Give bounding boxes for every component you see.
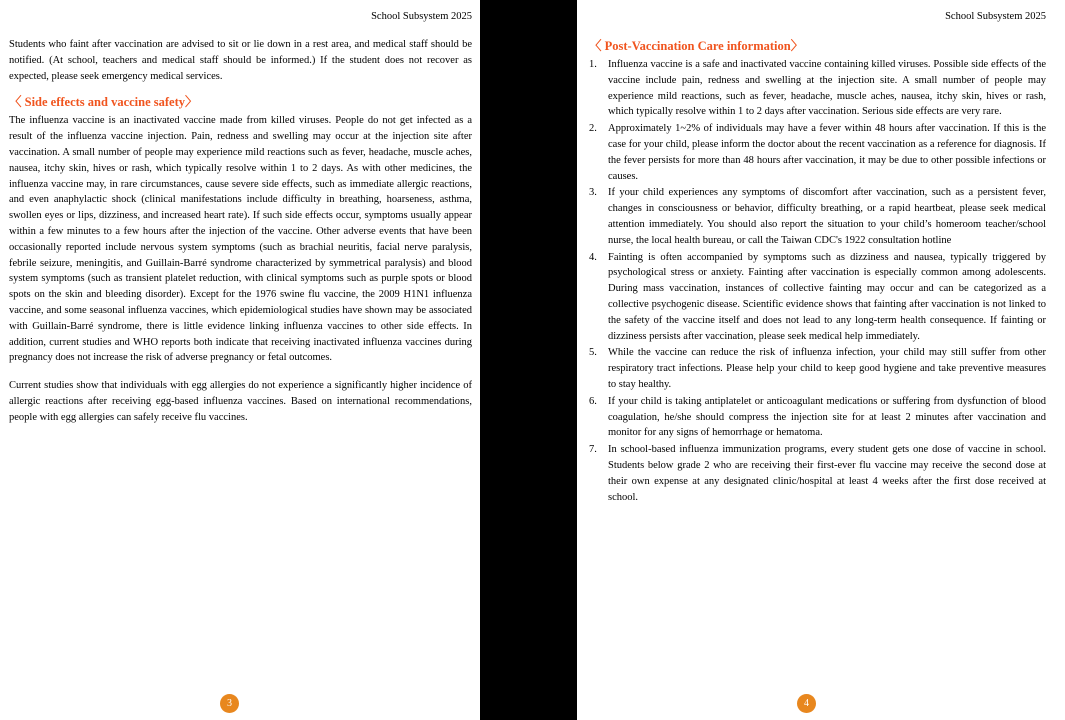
list-item-5	[589, 345, 1046, 392]
list-item-3	[589, 185, 1046, 248]
list-item-number: 7.	[589, 444, 597, 456]
egg-allergy-paragraph: Current studies show that individuals with egg allergies do not experience a significantly higher incidence of allergic reactions after receiving egg-based influenza vaccines. Based on international recommendations, people with egg allergies can safely receive flu vaccines.	[9, 380, 472, 423]
list-item-2	[589, 121, 1046, 184]
list-item-number: 4.	[589, 251, 597, 263]
page-header-right: School Subsystem 2025	[945, 11, 1046, 22]
post-vaccination-care-list	[589, 57, 1046, 505]
list-item-6	[589, 394, 1046, 441]
list-item-number: 3.	[589, 187, 597, 199]
fainting-advice-paragraph: Students who faint after vaccination are advised to sit or lie down in a rest area, and medical staff should be notified. (At school, teachers and medical staff should be informed.) If the student does not recover as expected, please seek emergency medical services.	[9, 39, 472, 82]
page-number-badge-4: 4	[797, 694, 816, 713]
list-item-text: If your child experiences any symptoms of discomfort after vaccination, such as a persistent fever, changes in consciousness or behavior, difficulty breathing, or a rapid heartbeat, please seek medical attention immediately. You should also report the situation to your child’s homeroom teacher/school nurse, the local health bureau, or call the Taiwan CDC's 1922 consultation hotline	[608, 187, 1046, 246]
list-item-1	[589, 57, 1046, 120]
list-item-text: If your child is taking antiplatelet or anticoagulant medications or suffering from dysfunction of blood coagulation, he/she should compress the injection site for at least 2 minutes after vaccination and monitor for any signs of hemorrhage or hematoma.	[608, 395, 1046, 439]
list-item-number: 1.	[589, 59, 597, 70]
list-item-number: 6.	[589, 395, 597, 407]
list-item-text: Approximately 1~2% of individuals may have a fever within 48 hours after vaccination. If this is the case for your child, please inform the doctor about the recent vaccination as a reference for diagnosis. If the fever persists for more than 48 hours after vaccination, it may be due to other possible infections or causes.	[608, 123, 1046, 182]
page-number-badge-3: 3	[220, 694, 239, 713]
section-heading-side-effects: 〈 Side effects and vaccine safety〉	[9, 95, 198, 110]
section-heading-post-vaccination-care: 〈 Post-Vaccination Care information〉	[589, 39, 804, 53]
page-gutter	[480, 0, 577, 720]
list-item-number: 2.	[589, 123, 597, 135]
document-page-4	[577, 0, 1065, 720]
page-header-left: School Subsystem 2025	[371, 11, 472, 22]
list-item-text: Influenza vaccine is a safe and inactivated vaccine containing killed viruses. Possible side effects of the vaccine include pain, redness and swelling at the injection site. A small number of people may experience mild reactions, such as fever, headache, muscle aches, nausea, itchy skin, hives or rash, which typically resolve within 1 to 2 days after vaccination. Serious side effects are very rare.	[608, 59, 1046, 118]
list-item-4	[589, 250, 1046, 345]
side-effects-paragraph: The influenza vaccine is an inactivated vaccine made from killed viruses. People do not get infected as a result of the influenza vaccine injection. Pain, redness and swelling may occur at the injection site after vaccination. A small number of people may experience mild reactions such as fever, headache, muscle aches, nausea, itchy skin, hives or rash, which typically resolve within 1 to 2 days. As with other medicines, the influenza vaccine may, in rare circumstances, cause severe side effects, such as immediate allergic reactions, and even anaphylactic shock (clinical manifestations include difficulty in breathing, hoarseness, asthma, swollen eyes or lips, dizziness, and increased heart rate). If such side effects occur, symptoms usually appear within a few minutes to a few hours after the injection of the vaccine. Other adverse events that have been occasionally reported include nervous system symptoms (such as brachial neuritis, facial nerve paralysis, febrile seizure, meningitis, and Guillain-Barré syndrome characterized by symmetrical paralysis) and blood system symptoms (such as transient platelet reduction, with clinical symptoms such as purple spots or blood spots on the skin and bleeding disorder). Except for the 1976 swine flu vaccine, the 2009 H1N1 influenza vaccine, and some seasonal influenza vaccines, which epidemiological studies have shown may be associated with Guillain-Barré syndrome, there is little evidence linking influenza vaccines to other side effects. In addition, current studies and WHO reports both indicate that receiving inactivated influenza vaccines during pregnancy does not increase the risk of adverse pregnancy or fetal outcomes.	[9, 115, 472, 364]
list-item-7	[589, 442, 1046, 505]
list-item-text: In school-based influenza immunization programs, every student gets one dose of vaccine in school. Students below grade 2 who are receiving their first-ever flu vaccine may receive the second dose at their own expense at any designated clinic/hospital at least 4 weeks after the first dose received at school.	[608, 444, 1046, 503]
document-page-3	[0, 0, 480, 720]
list-item-number: 5.	[589, 347, 597, 359]
list-item-text: Fainting is often accompanied by symptoms such as dizziness and nausea, typically triggered by psychological stress or anxiety. Fainting after vaccination is especially common among adolescents. During mass vaccination, instances of collective fainting may occur and can be categorized as a collective psychogenic disease. Scientific evidence shows that fainting after vaccination is not linked to the safety of the vaccine itself and does not lead to any long-term health consequence. If fainting or dizziness persists after vaccination, please seek medical help immediately.	[608, 251, 1046, 342]
list-item-text: While the vaccine can reduce the risk of influenza infection, your child may still suffer from other respiratory tract infections. Please help your child to keep good hygiene and take preventive measures to stay healthy.	[608, 347, 1046, 390]
